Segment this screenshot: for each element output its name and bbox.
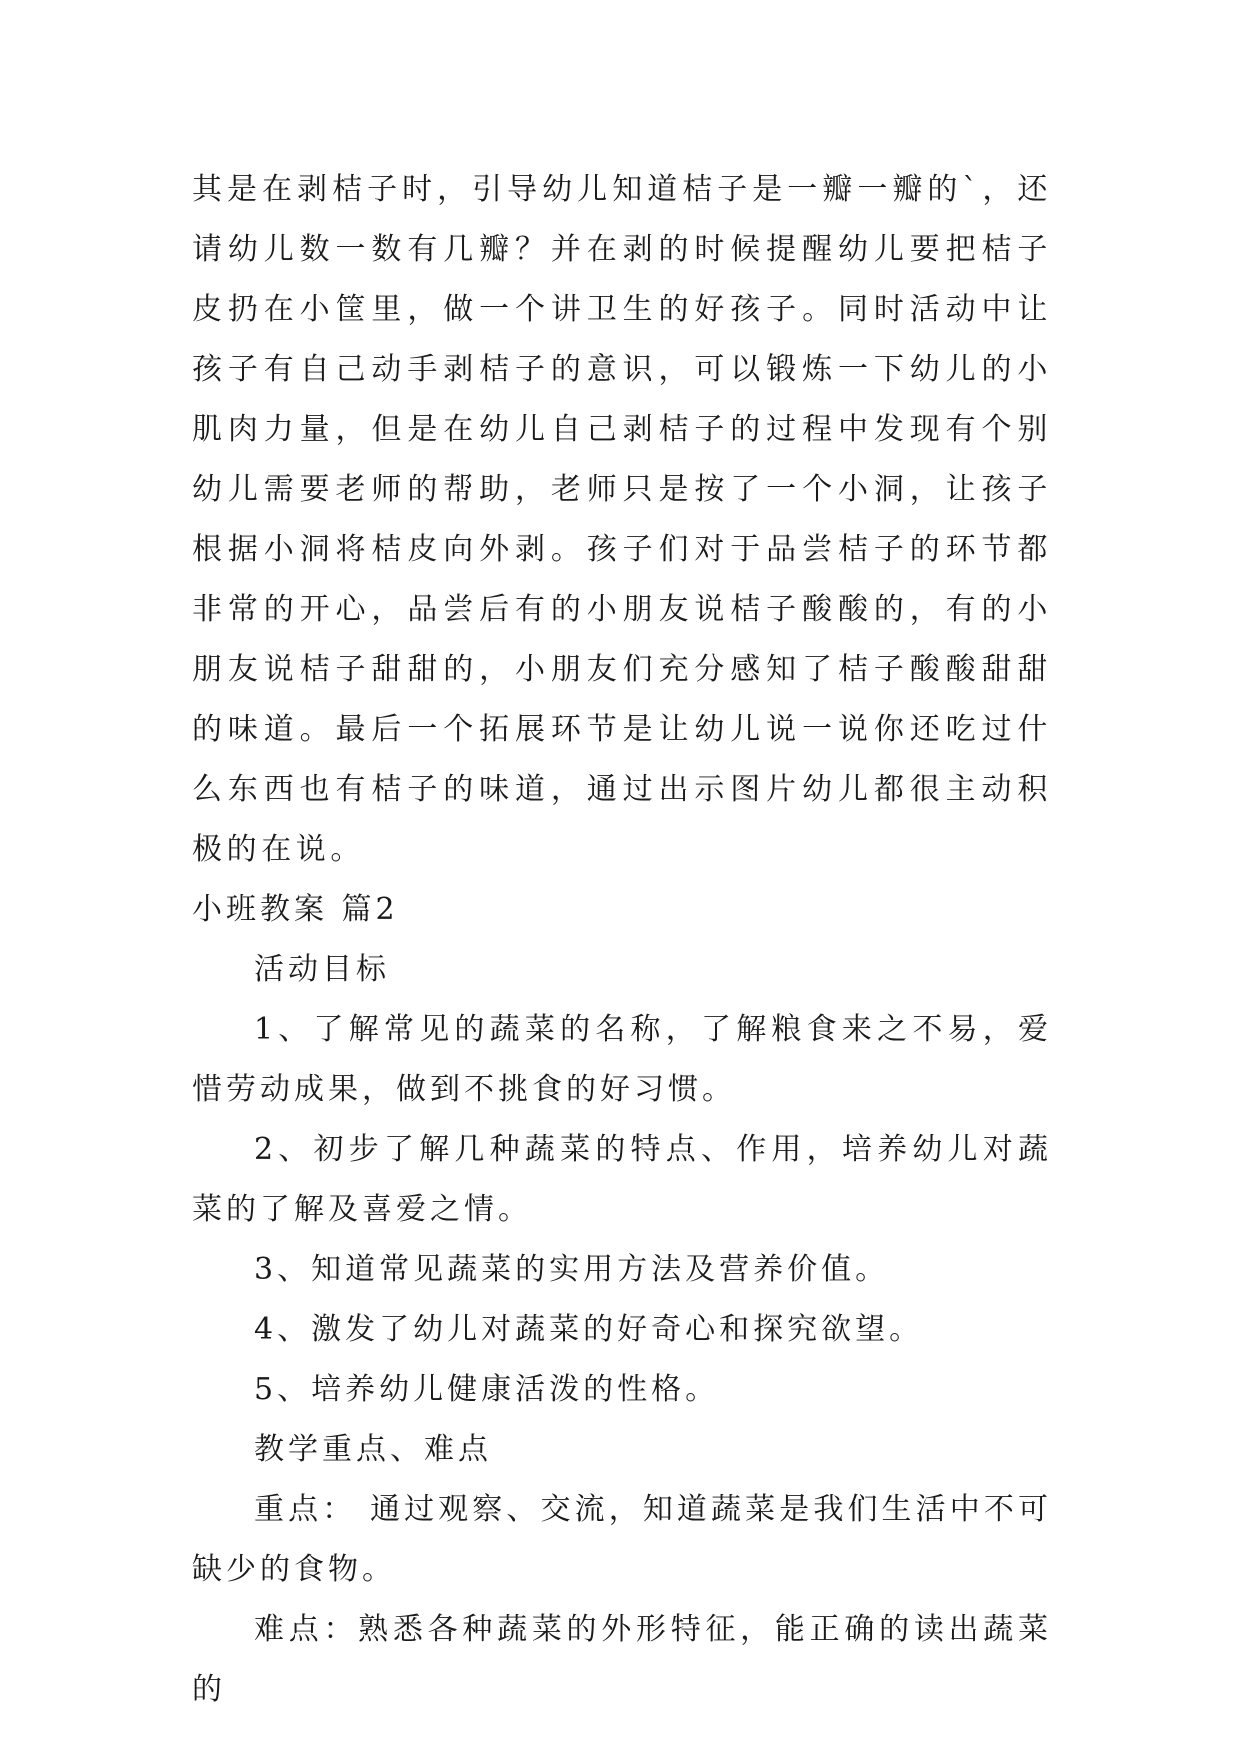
goal-item: 3、知道常见蔬菜的实用方法及营养价值。	[254, 1252, 890, 1287]
goal-item: 4、激发了幼儿对蔬菜的好奇心和探究欲望。	[254, 1312, 924, 1347]
difficulty-paragraph: 难点：熟悉各种蔬菜的外形特征，能正确的读出蔬菜的	[192, 1612, 1052, 1707]
goal-item: 2、初步了解几种蔬菜的特点、作用，培养幼儿对蔬菜的了解及喜爱之情。	[192, 1132, 1052, 1227]
document-body	[192, 160, 1052, 1720]
goals-heading: 活动目标	[254, 952, 390, 987]
section-title: 小班教案 篇2	[192, 892, 399, 927]
key-point-paragraph: 重点： 通过观察、交流，知道蔬菜是我们生活中不可缺少的食物。	[192, 1492, 1052, 1587]
goal-item: 1、了解常见的蔬菜的名称，了解粮食来之不易，爱惜劳动成果，做到不挑食的好习惯。	[192, 1012, 1052, 1107]
focus-heading: 教学重点、难点	[254, 1432, 492, 1467]
goals-list	[192, 1000, 1052, 1420]
opening-paragraph: 其是在剥桔子时，引导幼儿知道桔子是一瓣一瓣的`，还请幼儿数一数有几瓣？并在剥的时候提醒幼儿要把桔子皮扔在小筐里，做一个讲卫生的好孩子。同时活动中让孩子有自己动手剥桔子的意识，可以锻炼一下幼儿的小肌肉力量，但是在幼儿自己剥桔子的过程中发现有个别幼儿需要老师的帮助，老师只是按了一个小洞，让孩子根据小洞将桔皮向外剥。孩子们对于品尝桔子的环节都非常的开心，品尝后有的小朋友说桔子酸酸的，有的小朋友说桔子甜甜的，小朋友们充分感知了桔子酸酸甜甜的味道。最后一个拓展环节是让幼儿说一说你还吃过什么东西也有桔子的味道，通过出示图片幼儿都很主动积极的在说。	[192, 172, 1052, 867]
goal-item: 5、培养幼儿健康活泼的性格。	[254, 1372, 720, 1407]
